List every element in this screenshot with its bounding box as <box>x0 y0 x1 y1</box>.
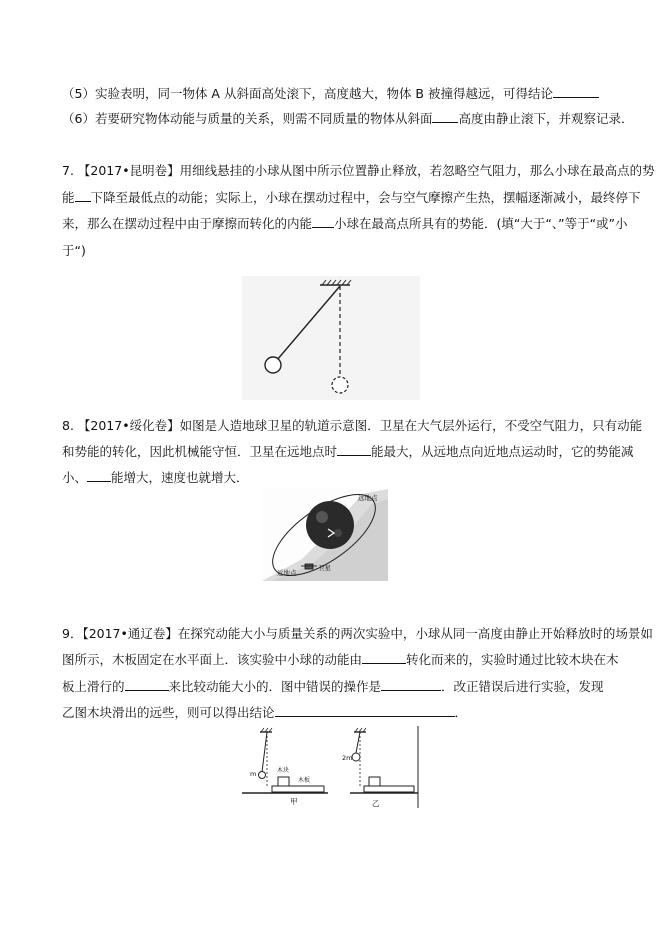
q9-text-4a: 乙图木块滑出的远些，则可以得出结论 <box>62 705 275 720</box>
q7-line-3 <box>62 216 628 232</box>
q9-text-3b: 来比较动能大小的．图中错误的操作是 <box>168 679 382 694</box>
q9-line-4 <box>62 705 467 721</box>
answer-blank[interactable] <box>362 652 406 664</box>
q6-text-1: （5）实验表明，同一物体 A 从斜面高处滚下，高度越大，物体 B 被撞得越远，可得结论 <box>62 86 553 101</box>
q9-text-1: 9．【2017•通辽卷】在探究动能大小与质量关系的两次实验中，小球从同一高度由静止开始释放时的场景如 <box>62 626 653 641</box>
wood-board-jia <box>272 786 324 792</box>
q7-line-2 <box>62 190 641 206</box>
q9-line-1 <box>62 626 653 642</box>
q7-text-2b: 下降至最低点的动能；实际上，小球在摆动过程中，会与空气摩擦产生热，摆幅逐渐减小，最终停下 <box>90 190 641 205</box>
q6-line-1 <box>62 86 599 102</box>
q9-text-3a: 板上滑行的 <box>62 679 125 694</box>
answer-blank[interactable] <box>87 470 111 482</box>
q9-text-2b: 转化而来的，实验时通过比较木块在木 <box>406 652 619 667</box>
wood-board-yi <box>364 786 414 792</box>
q7-text-3b: 小球在最高点所具有的势能．(填“大于“、”等于“或”小 <box>334 216 628 231</box>
q7-text-3a: 来，那么在摆动过程中由于摩擦而转化的内能 <box>62 216 313 231</box>
satellite <box>305 564 313 569</box>
experiment-figure <box>232 726 420 808</box>
q8-line-3 <box>62 470 249 486</box>
q6-text-2b: 高度由静止滚下，并观察记录． <box>458 111 634 126</box>
label-yi: 乙 <box>372 799 380 808</box>
lowest-position-ball <box>332 377 348 393</box>
answer-blank[interactable] <box>75 190 91 202</box>
answer-blank[interactable] <box>432 111 458 123</box>
setup-yi <box>342 726 418 808</box>
q8-text-2a: 和势能的转化，因此机械能守恒．卫星在远地点时 <box>62 444 338 459</box>
earth <box>306 501 354 549</box>
answer-blank[interactable] <box>125 679 169 691</box>
mass-m-label: m <box>250 770 257 778</box>
q9-line-3 <box>62 679 604 695</box>
q8-text-2b: 能最大，从远地点向近地点运动时，它的势能减 <box>371 444 634 459</box>
q8-line-2 <box>62 444 634 460</box>
satellite-orbit-figure <box>262 489 388 581</box>
label-jia: 甲 <box>290 797 298 806</box>
satellite-label: 卫星 <box>318 564 331 572</box>
string-jia <box>262 732 267 772</box>
answer-blank[interactable] <box>337 444 371 456</box>
q8-text-3a: 小、 <box>62 470 88 485</box>
q9-text-3c: ．改正错误后进行实验，发现 <box>441 679 604 694</box>
far-point-label: 远地点 <box>358 494 378 502</box>
wood-block-yi <box>369 777 380 786</box>
q6-text-2a: （6）若要研究物体动能与质量的关系，则需不同质量的物体从斜面 <box>62 111 433 126</box>
mass-2m-label: 2m <box>342 754 353 762</box>
q7-text-4: 于“) <box>62 243 86 258</box>
answer-blank[interactable] <box>275 705 455 717</box>
answer-blank[interactable] <box>381 679 441 691</box>
wood-block-jia <box>278 777 289 786</box>
q8-line-1 <box>62 418 642 434</box>
q7-text-2a: 能 <box>62 190 75 205</box>
ball-m <box>259 772 266 779</box>
pendulum-ball <box>265 357 281 373</box>
near-point-label: 近地点 <box>277 569 297 577</box>
answer-blank[interactable] <box>553 86 599 98</box>
pendulum-figure <box>242 276 420 400</box>
board-label: 木板 <box>298 777 311 784</box>
q7-line-1 <box>62 163 655 179</box>
q6-line-2 <box>62 111 633 127</box>
q8-text-1: 8. 【2017•绥化卷】如图是人造地球卫星的轨道示意图．卫星在大气层外运行，不受空气阻力，只有动能 <box>62 418 643 433</box>
block-label: 木块 <box>277 767 290 774</box>
q7-text-1: 7. 【2017•昆明卷】用细线悬挂的小球从图中所示位置静止释放，若忽略空气阻力，那么小球在最高点的势 <box>62 163 655 178</box>
q9-line-2 <box>62 652 619 668</box>
q8-text-3b: 能增大，速度也就增大． <box>111 470 249 485</box>
setup-jia <box>242 728 328 806</box>
q7-line-4 <box>62 243 86 259</box>
q9-text-2a: 图所示，木板固定在水平面上．该实验中小球的动能由 <box>62 652 363 667</box>
ball-2m <box>352 753 360 761</box>
answer-blank[interactable] <box>312 216 334 228</box>
string-yi <box>356 732 360 753</box>
q9-text-4b: ． <box>454 705 468 720</box>
